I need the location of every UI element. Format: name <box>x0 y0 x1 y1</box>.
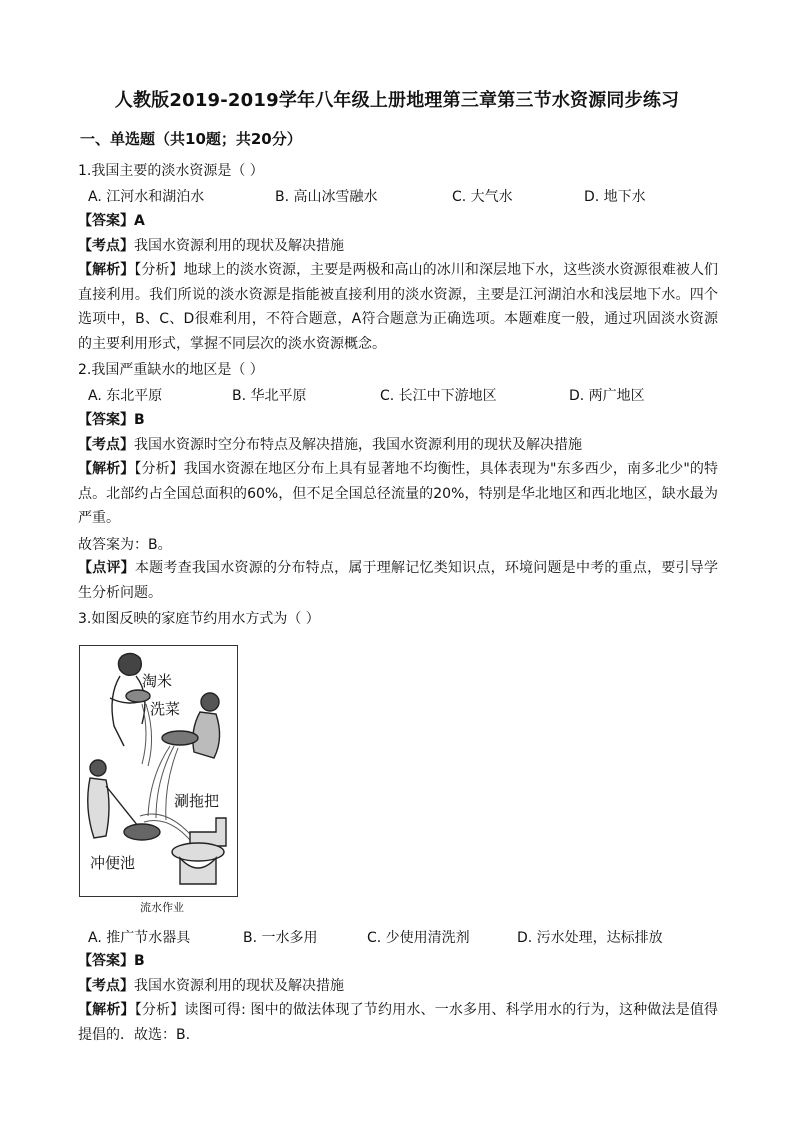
q2-option-c: C. 长江中下游地区 <box>380 388 497 404</box>
q1-point <box>78 236 344 256</box>
answer-label: 【答案】 <box>78 953 134 969</box>
point-label: 【考点】 <box>78 437 134 453</box>
q3-option-a: A. 推广节水器具 <box>88 930 191 946</box>
q1-option-a: A. 江河水和湖泊水 <box>88 189 205 205</box>
q2-point <box>78 435 582 455</box>
q3-point <box>78 976 344 996</box>
section-heading: 一、单选题（共10题；共20分） <box>80 130 302 148</box>
q2-analysis <box>78 457 718 531</box>
q3-analysis <box>78 998 718 1047</box>
q2-comment <box>78 556 718 605</box>
q1-analysis <box>78 258 718 356</box>
answer-label: 【答案】 <box>78 213 134 229</box>
q3-answer <box>78 951 145 971</box>
water-reuse-illustration <box>79 645 238 897</box>
figure-label-mop: 涮拖把 <box>174 792 220 810</box>
answer-value: B <box>134 412 145 428</box>
figure-label-toilet: 冲便池 <box>90 854 136 872</box>
q3-option-b: B. 一水多用 <box>243 930 318 946</box>
analysis-label: 【解析】 <box>78 262 135 278</box>
comment-label: 【点评】 <box>78 560 135 576</box>
q1-stem: 1.我国主要的淡水资源是（ ） <box>78 163 264 179</box>
analysis-label: 【解析】 <box>78 461 135 477</box>
q3-option-d: D. 污水处理，达标排放 <box>517 930 663 946</box>
point-text: 我国水资源利用的现状及解决措施 <box>134 238 344 254</box>
q1-option-b: B. 高山冰雪融水 <box>275 189 378 205</box>
analysis-text: 【分析】读图可得: 图中的做法体现了节约用水、一水多用、科学用水的行为，这种做法是值得提倡的．故选：B. <box>78 1002 718 1043</box>
comment-text: 本题考查我国水资源的分布特点，属于理解记忆类知识点，环境问题是中考的重点，要引导学生分析问题。 <box>78 560 719 601</box>
q1-answer <box>78 211 145 231</box>
answer-value: B <box>134 953 145 969</box>
analysis-text: 【分析】地球上的淡水资源，主要是两极和高山的冰川和深层地下水，这些淡水资源很难被人们直接利用。我们所说的淡水资源是指能被直接利用的淡水资源，主要是江河湖泊水和浅层地下水。四个选项中，B、C、D很难利用，不符合题意，A符合题意为正确选项。本题难度一般，通过巩固淡水资源的主要利用形式，掌握不同层次的淡水资源概念。 <box>78 262 719 352</box>
q1-option-c: C. 大气水 <box>452 189 513 205</box>
point-label: 【考点】 <box>78 978 134 994</box>
q2-option-a: A. 东北平原 <box>88 388 163 404</box>
figure-label-rice: 淘米 <box>142 672 173 690</box>
figure-caption: 流水作业 <box>140 901 184 914</box>
q3-stem: 3.如图反映的家庭节约用水方式为（ ） <box>78 611 320 627</box>
q1-option-d: D. 地下水 <box>584 189 646 205</box>
point-label: 【考点】 <box>78 238 134 254</box>
q3-option-c: C. 少使用清洗剂 <box>367 930 470 946</box>
analysis-text: 【分析】我国水资源在地区分布上具有显著地不均衡性，具体表现为"东多西少，南多北少"的特点。北部约占全国总面积的60%，但不足全国总径流量的20%，特别是华北地区和西北地区，缺水最为严重。 <box>78 461 718 526</box>
figure-label-vegetables: 洗菜 <box>150 700 181 718</box>
q2-stem: 2.我国严重缺水的地区是（ ） <box>78 362 264 378</box>
document-title: 人教版2019-2019学年八年级上册地理第三章第三节水资源同步练习 <box>114 90 680 111</box>
q2-option-b: B. 华北平原 <box>232 388 307 404</box>
q2-option-d: D. 两广地区 <box>569 388 645 404</box>
point-text: 我国水资源时空分布特点及解决措施，我国水资源利用的现状及解决措施 <box>134 437 582 453</box>
point-text: 我国水资源利用的现状及解决措施 <box>134 978 344 994</box>
answer-value: A <box>134 213 145 229</box>
analysis-label: 【解析】 <box>78 1002 135 1018</box>
q2-answer <box>78 410 145 430</box>
answer-label: 【答案】 <box>78 412 134 428</box>
q2-conclusion: 故答案为：B。 <box>78 537 172 553</box>
